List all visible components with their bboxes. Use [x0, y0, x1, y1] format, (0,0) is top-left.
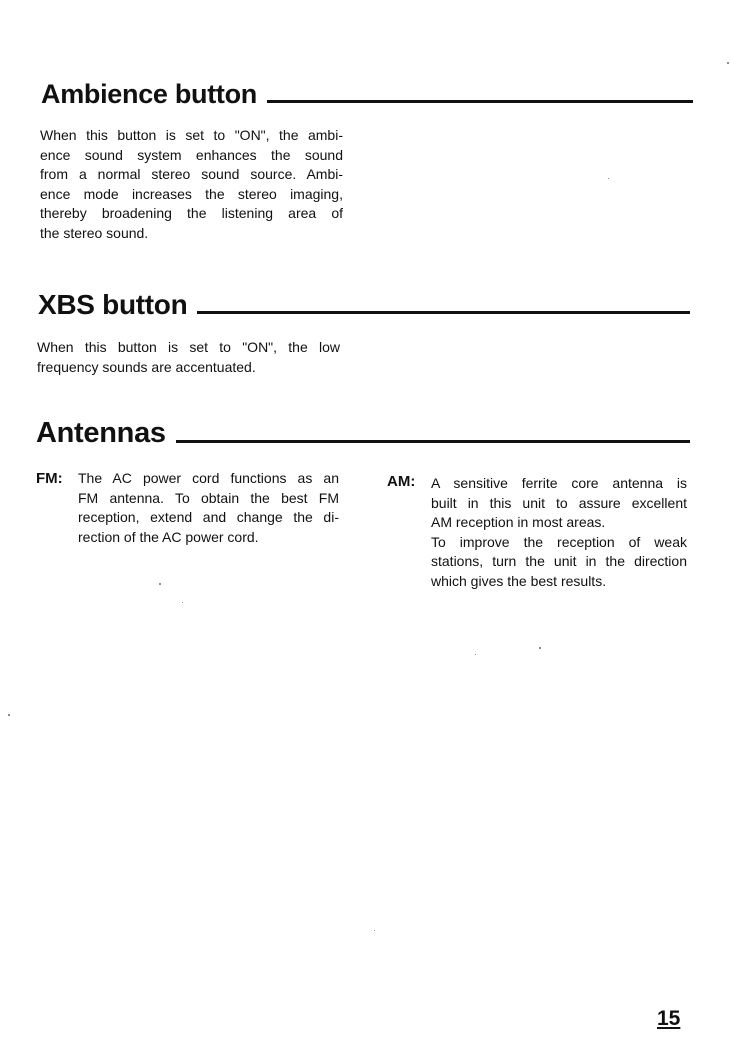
page-number: 15 — [657, 1007, 681, 1030]
scan-speck — [727, 62, 729, 64]
paragraph-line: When this button is set to "ON", the ambi- — [40, 127, 343, 143]
scan-speck — [374, 930, 375, 931]
antennas-title: Antennas — [36, 417, 166, 449]
paragraph-line: A sensitive ferrite core antenna is — [431, 475, 687, 491]
paragraph-line: built in this unit to assure excellent — [431, 494, 687, 511]
am-paragraph — [431, 474, 687, 591]
xbs-heading — [38, 285, 690, 319]
paragraph-line: frequency sounds are accentuated. — [37, 358, 256, 375]
paragraph-line: ence sound system enhances the sound — [40, 146, 343, 163]
heading-rule — [176, 440, 690, 443]
scan-speck — [182, 602, 183, 603]
ambience-title: Ambience button — [41, 79, 257, 109]
paragraph-line: rection of the AC power cord. — [78, 528, 259, 545]
paragraph-line: AM reception in most areas. — [431, 514, 606, 530]
paragraph-line: FM antenna. To obtain the best FM — [78, 489, 339, 506]
paragraph-line: from a normal stereo sound source. Ambi- — [40, 166, 343, 182]
heading-rule — [197, 311, 690, 314]
paragraph-line: To improve the reception of weak — [431, 533, 687, 550]
antennas-heading — [36, 413, 690, 448]
paragraph-line: The AC power cord functions as an — [78, 470, 339, 486]
scan-speck — [475, 654, 476, 655]
paragraph-line: When this button is set to "ON", the low — [37, 339, 340, 355]
heading-rule — [267, 100, 693, 103]
xbs-paragraph — [37, 338, 340, 377]
paragraph-line: reception, extend and change the di- — [78, 509, 339, 525]
paragraph-line: thereby broadening the listening area of — [40, 205, 343, 221]
ambience-paragraph — [40, 126, 343, 243]
fm-paragraph — [78, 469, 339, 547]
fm-label: FM: — [36, 470, 63, 487]
scan-speck — [8, 714, 10, 716]
scan-speck — [608, 178, 609, 179]
ambience-heading — [41, 76, 693, 108]
am-label: AM: — [387, 473, 416, 490]
xbs-title: XBS button — [38, 289, 188, 320]
scan-speck — [539, 647, 541, 649]
paragraph-line: which gives the best results. — [431, 572, 607, 589]
scan-speck — [159, 583, 161, 585]
paragraph-line: the stereo sound. — [40, 224, 149, 241]
paragraph-line: ence mode increases the stereo imaging, — [40, 185, 343, 202]
paragraph-line: stations, turn the unit in the direction — [431, 553, 687, 569]
